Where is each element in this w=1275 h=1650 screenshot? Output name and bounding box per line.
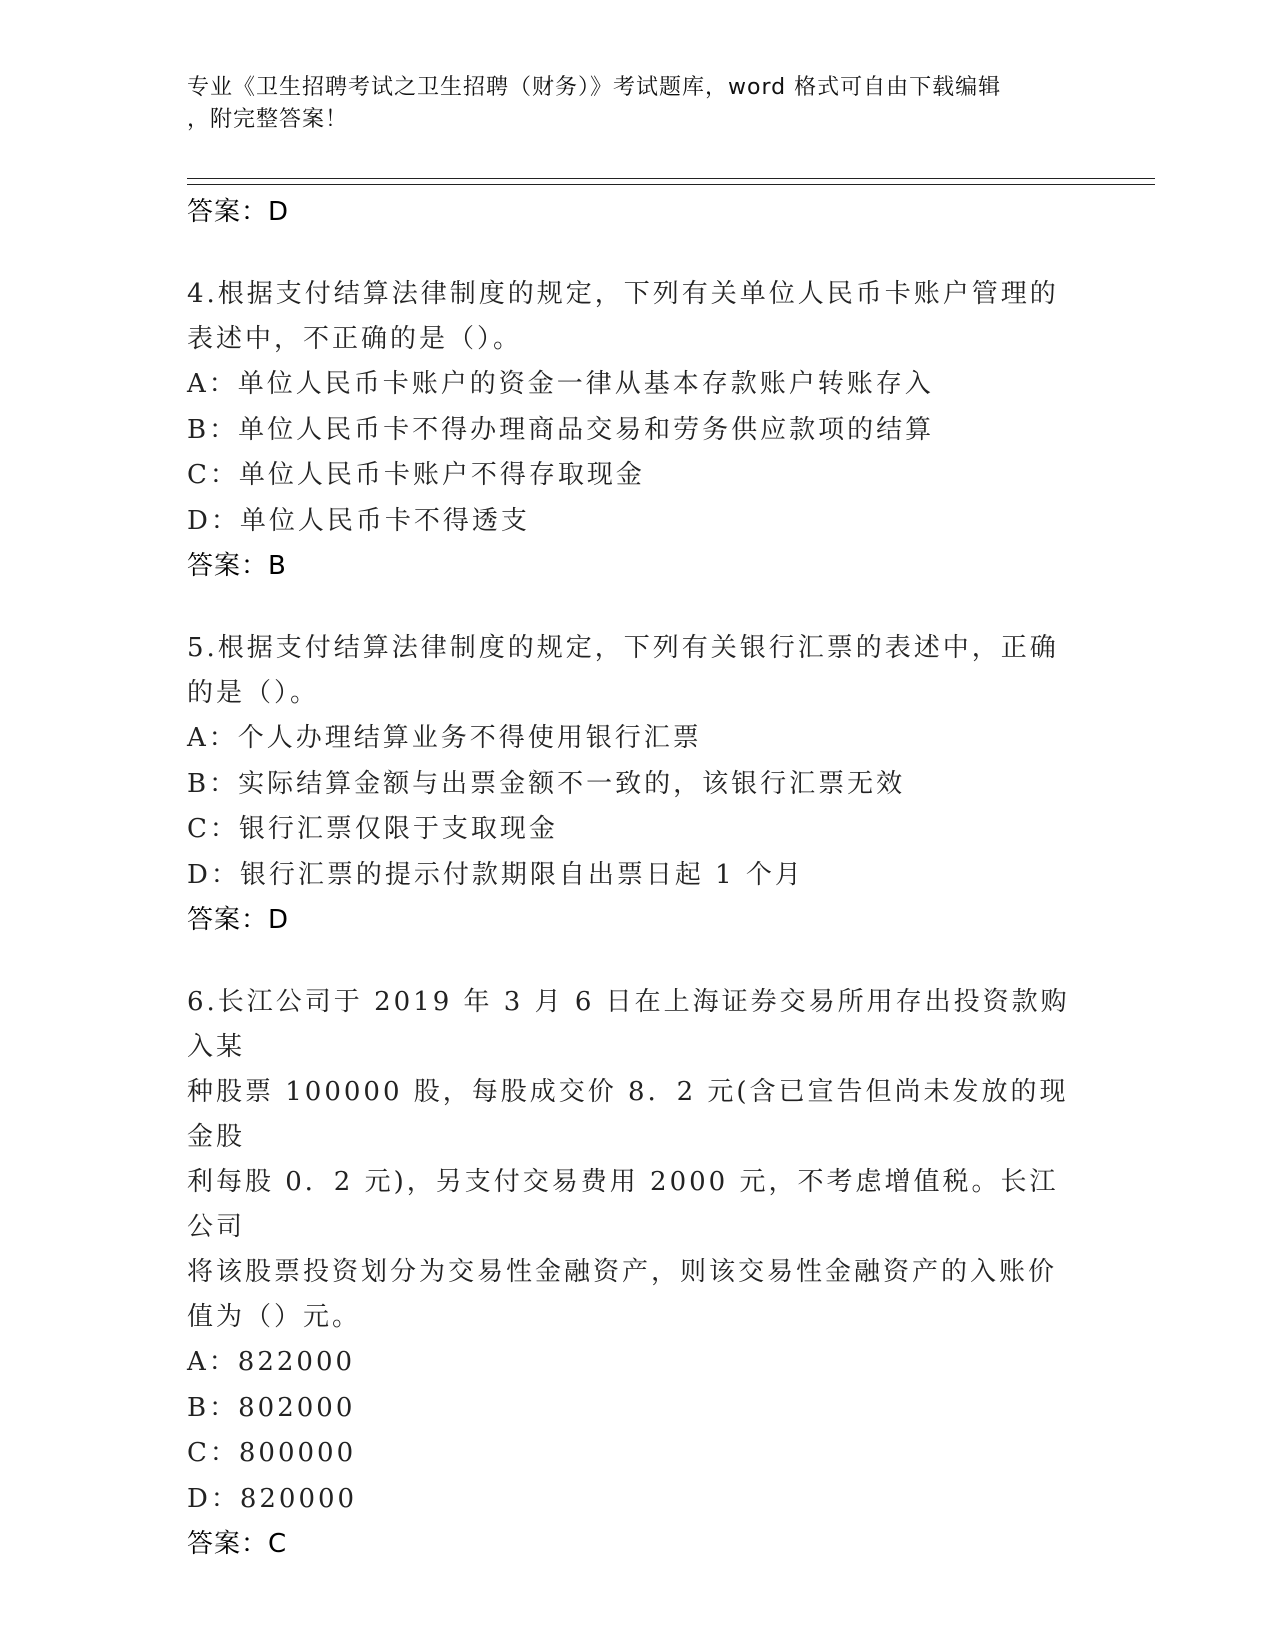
option-b: B：实际结算金额与出票金额不一致的，该银行汇票无效 [187, 768, 906, 799]
question-stem-line: 值为（）元。 [187, 1302, 362, 1332]
question-stem-line: 5.根据支付结算法律制度的规定，下列有关银行汇票的表述中，正确 [187, 633, 1059, 663]
question-stem-line: 利每股 0．2 元)，另支付交易费用 2000 元，不考虑增值税。长江公司 [187, 1167, 1059, 1242]
option-a: A：822000 [187, 1347, 356, 1377]
question-stem [187, 272, 1087, 362]
option-c: C：单位人民币卡账户不得存取现金 [187, 460, 645, 490]
option-d: D：单位人民币卡不得透支 [187, 505, 530, 536]
page-header [187, 72, 1087, 136]
option-d: D：银行汇票的提示付款期限自出票日起 1 个月 [187, 859, 804, 890]
question-stem-line: 6.长江公司于 2019 年 3 月 6 日在上海证券交易所用存出投资款购入某 [187, 987, 1070, 1062]
question-stem-line: 的是（）。 [187, 678, 320, 708]
answer-line: 答案：B [187, 551, 287, 581]
option-b: B：802000 [187, 1392, 356, 1423]
question-stem-line: 将该股票投资划分为交易性金融资产，则该交易性金融资产的入账价 [187, 1257, 1058, 1287]
question-4 [187, 272, 1087, 588]
option-b: B：单位人民币卡不得办理商品交易和劳务供应款项的结算 [187, 414, 935, 445]
question-stem [187, 980, 1087, 1340]
question-stem-line: 种股票 100000 股，每股成交价 8．2 元(含已宣告但尚未发放的现金股 [187, 1077, 1069, 1152]
answer-line: 答案：D [187, 197, 290, 227]
header-line-2: ，附完整答案！ [187, 107, 349, 132]
question-stem-line: 表述中，不正确的是（）。 [187, 324, 523, 354]
answer-line: 答案：D [187, 905, 290, 935]
question-stem-line: 4.根据支付结算法律制度的规定，下列有关单位人民币卡账户管理的 [187, 279, 1059, 309]
option-c: C：银行汇票仅限于支取现金 [187, 814, 558, 844]
option-a: A：单位人民币卡账户的资金一律从基本存款账户转账存入 [187, 369, 934, 399]
option-a: A：个人办理结算业务不得使用银行汇票 [187, 723, 702, 753]
question-5 [187, 626, 1087, 942]
header-divider [187, 178, 1155, 185]
question-6 [187, 980, 1087, 1566]
header-line-1: 专业《卫生招聘考试之卫生招聘（财务）》考试题库，word 格式可自由下载编辑 [187, 75, 1002, 100]
option-d: D：820000 [187, 1483, 358, 1514]
document-body [187, 190, 1087, 1566]
option-c: C：800000 [187, 1438, 357, 1468]
question-stem [187, 626, 1087, 716]
answer-line: 答案：C [187, 1529, 288, 1559]
